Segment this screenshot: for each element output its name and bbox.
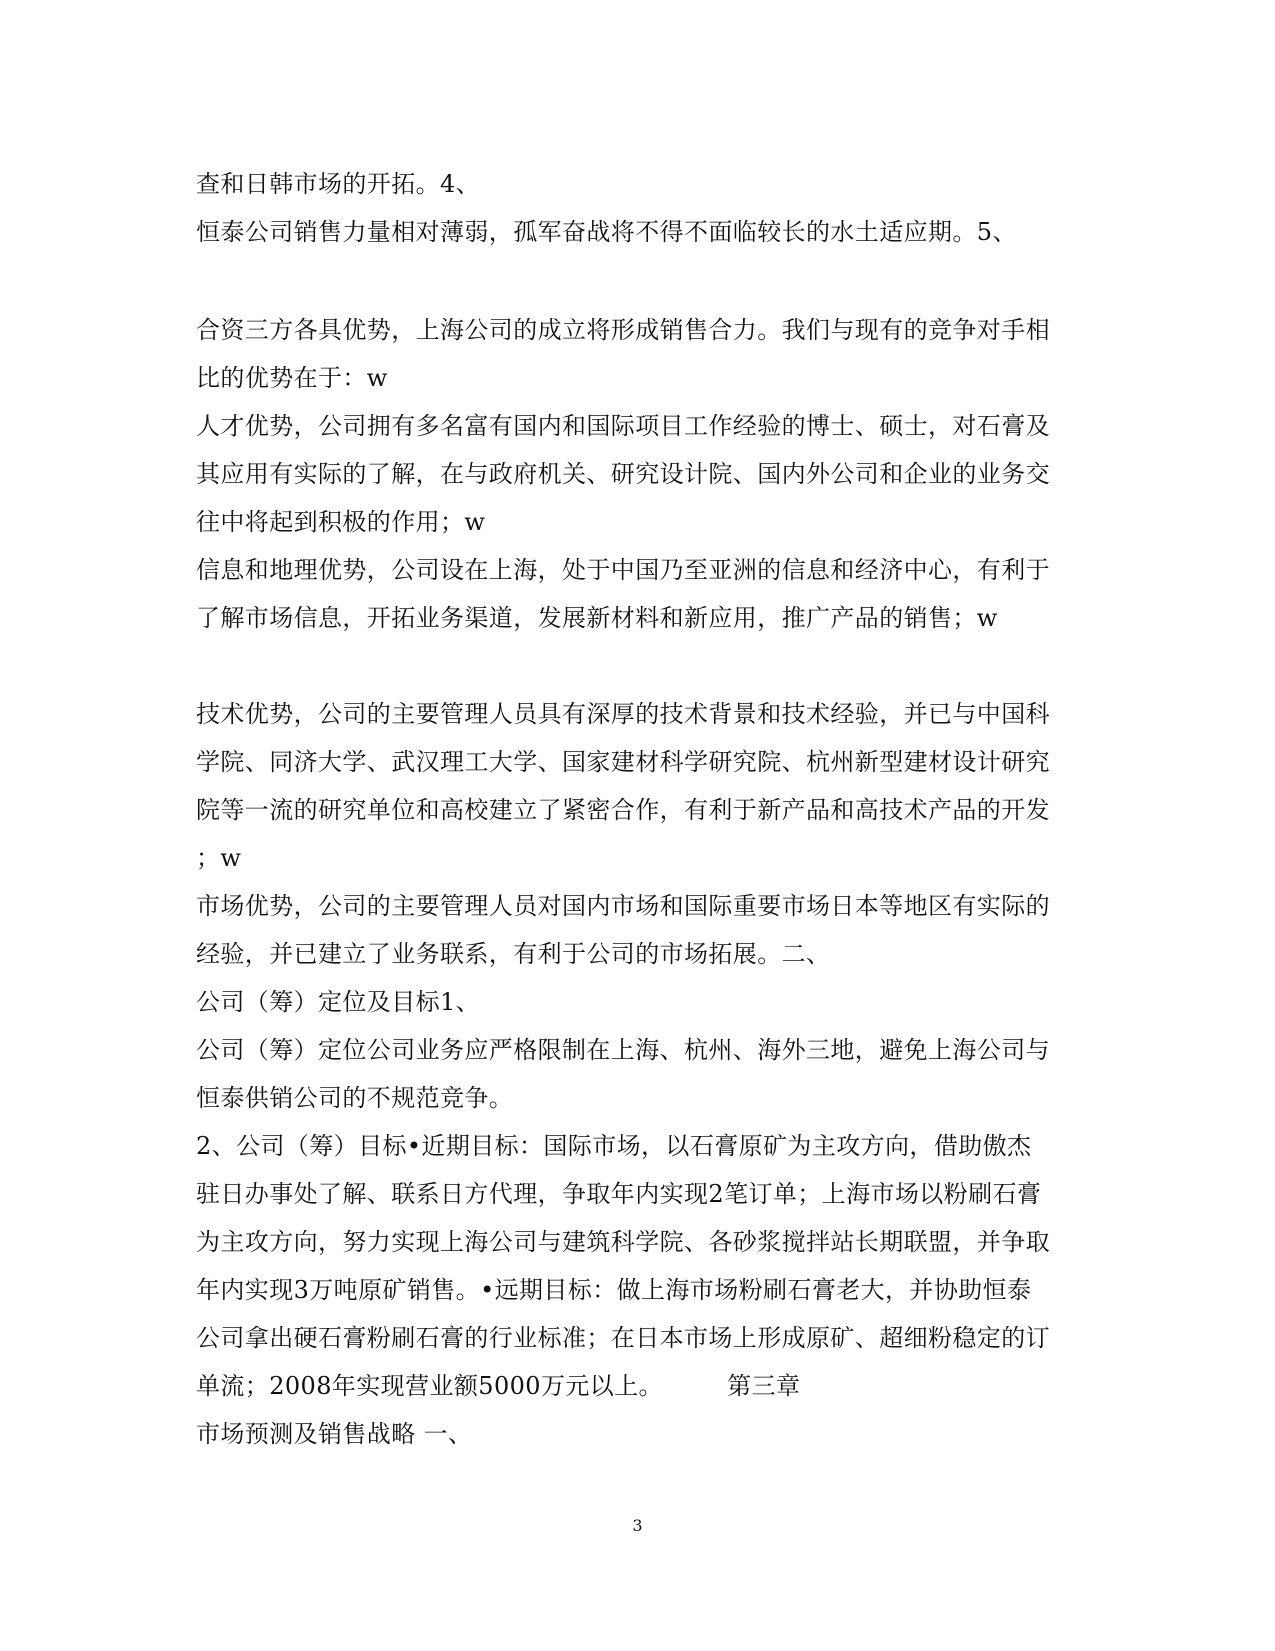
text-line: 市场预测及销售战略 一、 <box>196 1420 473 1448</box>
text-line: 其应用有实际的了解，在与政府机关、研究设计院、国内外公司和企业的业务交 <box>196 460 1050 488</box>
paragraph-gap <box>196 256 1076 306</box>
text-line: 2、公司（筹）目标•近期目标：国际市场，以石膏原矿为主攻方向，借助傲杰 <box>196 1132 1032 1160</box>
text-line: 合资三方各具优势，上海公司的成立将形成销售合力。我们与现有的竞争对手相 <box>196 316 1050 344</box>
page-number: 3 <box>632 1516 643 1535</box>
text-line: 公司（筹）定位及目标1、 <box>196 988 481 1016</box>
text-line: 为主攻方向，努力实现上海公司与建筑科学院、各砂浆搅拌站长期联盟，并争取 <box>196 1228 1050 1256</box>
text-line: 恒泰供销公司的不规范竞争。 <box>196 1084 514 1112</box>
text-line: 公司（筹）定位公司业务应严格限制在上海、杭州、海外三地，避免上海公司与 <box>196 1036 1050 1064</box>
text-line: 查和日韩市场的开拓。4、 <box>196 170 481 198</box>
text-line: ；w <box>196 844 242 872</box>
text-line: 比的优势在于：w <box>196 364 388 392</box>
text-line: 年内实现3万吨原矿销售。•远期目标：做上海市场粉刷石膏老大，并协助恒泰 <box>196 1276 1032 1304</box>
text-line: 学院、同济大学、武汉理工大学、国家建材科学研究院、杭州新型建材设计研究 <box>196 748 1050 776</box>
text-line: 市场优势，公司的主要管理人员对国内市场和国际重要市场日本等地区有实际的 <box>196 892 1050 920</box>
text-line: 单流；2008年实现营业额5000万元以上。 第三章 <box>196 1372 801 1400</box>
text-line: 往中将起到积极的作用；w <box>196 508 486 536</box>
text-line: 经验，并已建立了业务联系，有利于公司的市场拓展。二、 <box>196 940 831 968</box>
document-body <box>196 160 1076 1458</box>
text-line: 公司拿出硬石膏粉刷石膏的行业标准；在日本市场上形成原矿、超细粉稳定的订 <box>196 1324 1050 1352</box>
text-line: 信息和地理优势，公司设在上海，处于中国乃至亚洲的信息和经济中心，有利于 <box>196 556 1050 584</box>
text-line: 院等一流的研究单位和高校建立了紧密合作，有利于新产品和高技术产品的开发 <box>196 796 1050 824</box>
text-line: 了解市场信息，开拓业务渠道，发展新材料和新应用，推广产品的销售；w <box>196 604 998 632</box>
text-line: 技术优势，公司的主要管理人员具有深厚的技术背景和技术经验，并已与中国科 <box>196 700 1050 728</box>
paragraph-gap <box>196 642 1076 690</box>
text-line: 驻日办事处了解、联系日方代理，争取年内实现2笔订单；上海市场以粉刷石膏 <box>196 1180 1042 1208</box>
text-line: 人才优势，公司拥有多名富有国内和国际项目工作经验的博士、硕士，对石膏及 <box>196 412 1050 440</box>
text-line: 恒泰公司销售力量相对薄弱，孤军奋战将不得不面临较长的水土适应期。5、 <box>196 218 1017 246</box>
